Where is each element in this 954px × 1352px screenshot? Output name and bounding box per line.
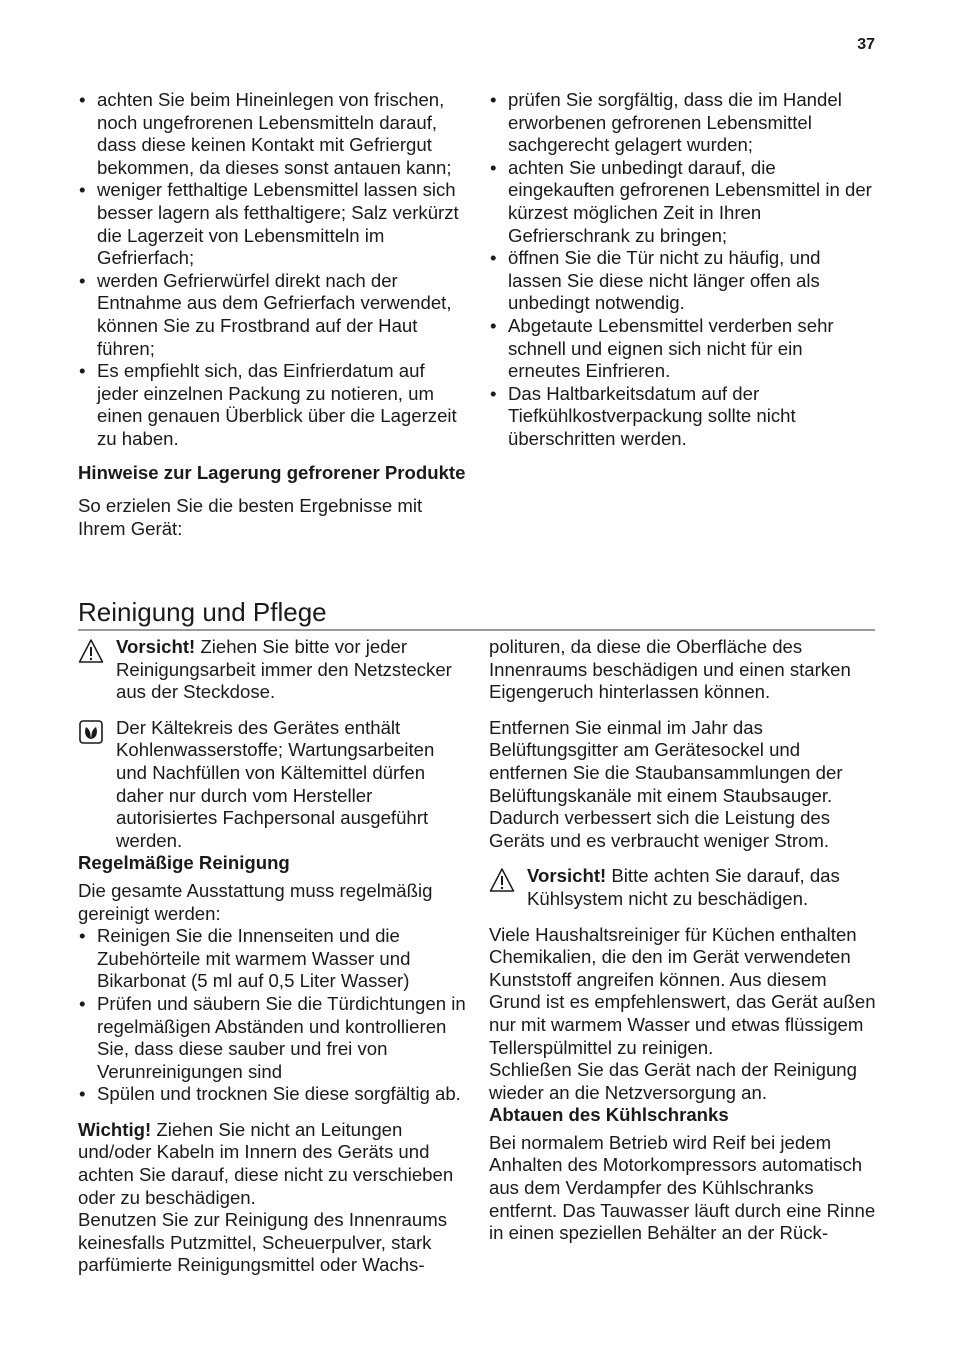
warning-triangle-icon — [78, 638, 104, 664]
section-title: Reinigung und Pflege — [78, 596, 875, 631]
reconnect-paragraph: Schließen Sie das Gerät nach der Reinigung wieder an die Netzversorgung an. — [489, 1059, 857, 1103]
frozen-products-list — [489, 89, 879, 451]
environment-note: Der Kältekreis des Gerätes enthält Kohlenwasserstoffe; Wartungsarbeiten und Nachfüllen von Kältemittel dürfen daher nur durch vom Hersteller autorisiertes Fachpersonal ausgeführt werden. — [116, 716, 435, 851]
environment-leaf-icon — [78, 719, 104, 745]
top-right-column — [489, 89, 879, 451]
cleaning-steps-list — [78, 925, 468, 1106]
caution-text: Ziehen Sie bitte vor jeder Reinigungsarbeit immer den Netzstecker aus der Steckdose. — [116, 636, 452, 703]
important-text: Ziehen Sie nicht an Leitungen und/oder Kabeln im Innern des Geräts und achten Sie darauf, diese nicht zu verschieben oder zu beschädigen. — [78, 1118, 454, 1208]
warning-triangle-icon — [489, 867, 515, 893]
defrost-heading: Abtauen des Kühlschranks — [489, 1104, 729, 1126]
caution-label: Vorsicht! — [527, 865, 607, 887]
bottom-left-column — [78, 636, 468, 1277]
defrost-paragraph: Bei normalem Betrieb wird Reif bei jedem Anhalten des Motorkompressors automatisch aus dem Verdampfer des Kühlschranks entfernt. Das Tauwasser läuft durch eine Rinne in einen speziellen Behälter an der Rück- — [489, 1131, 876, 1244]
caution-notice — [78, 636, 468, 704]
list-item: • Es empfiehlt sich, das Einfrierdatum auf jeder einzelnen Packung zu notieren, um einen genauen Überblick über die Lagerzeit zu haben. — [78, 360, 468, 450]
polish-paragraph: polituren, da diese die Oberfläche des Innenraums beschädigen und einen starken Eigengeruch hinterlassen können. — [489, 636, 851, 703]
list-item: • prüfen Sie sorgfältig, dass die im Handel erworbenen gefrorenen Lebensmittel sachgerecht gelagert wurden; — [489, 89, 879, 157]
top-left-column — [78, 89, 468, 540]
cleaning-agents-paragraph: Benutzen Sie zur Reinigung des Innenraums keinesfalls Putzmittel, Scheuerpulver, stark parfümierte Reinigungsmittel oder Wachs- — [78, 1209, 448, 1276]
list-item: • Abgetaute Lebensmittel verderben sehr schnell und eignen sich nicht für ein erneutes Einfrieren. — [489, 315, 879, 383]
list-item: • öffnen Sie die Tür nicht zu häufig, und lassen Sie diese nicht länger offen als unbedingt notwendig. — [489, 247, 879, 315]
list-item: • achten Sie beim Hineinlegen von frischen, noch ungefrorenen Lebensmitteln darauf, dass diese keinen Kontakt mit Gefriergut bekommen, da dieses sonst antauen kann; — [78, 89, 468, 179]
list-item: • Reinigen Sie die Innenseiten und die Zubehörteile mit warmem Wasser und Bikarbonat (5 ml auf 0,5 Liter Wasser) — [78, 925, 468, 993]
frozen-storage-intro: So erzielen Sie die besten Ergebnisse mit Ihrem Gerät: — [78, 495, 423, 539]
list-item: • Das Haltbarkeitsdatum auf der Tiefkühlkostverpackung sollte nicht überschritten werden. — [489, 383, 879, 451]
caution-text: Bitte achten Sie darauf, das Kühlsystem nicht zu beschädigen. — [527, 865, 840, 909]
bottom-right-column — [489, 636, 879, 1245]
important-label: Wichtig! — [78, 1118, 152, 1140]
list-item: • werden Gefrierwürfel direkt nach der Entnahme aus dem Gefrierfach verwendet, können Sie zu Frostbrand auf der Haut führen; — [78, 270, 468, 360]
regular-cleaning-intro: Die gesamte Ausstattung muss regelmäßig gereinigt werden: — [78, 879, 433, 924]
list-item: • Spülen und trocknen Sie diese sorgfältig ab. — [78, 1083, 468, 1106]
page-number: 37 — [857, 36, 875, 53]
storage-tips-list — [78, 89, 468, 451]
ventilation-paragraph: Entfernen Sie einmal im Jahr das Belüftungsgitter am Gerätesockel und entfernen Sie die Staubansammlungen der Belüftungskanäle mit einem Staubsauger. Dadurch verbessert sich die Leistung des Geräts und es verbraucht weniger Strom. — [489, 716, 843, 851]
frozen-storage-heading: Hinweise zur Lagerung gefrorener Produkte — [78, 461, 466, 483]
regular-cleaning-heading: Regelmäßige Reinigung — [78, 852, 290, 874]
caution-notice — [489, 865, 879, 910]
caution-label: Vorsicht! — [116, 636, 196, 657]
important-note — [78, 1119, 468, 1209]
list-item: • weniger fetthaltige Lebensmittel lassen sich besser lagern als fetthaltigere; Salz verkürzt die Lagerzeit von Lebensmitteln im Gefrierfach; — [78, 179, 468, 269]
household-cleaners-paragraph: Viele Haushaltsreiniger für Küchen enthalten Chemikalien, die den im Gerät verwendeten Kunststoff angreifen können. Aus diesem Grund ist es empfehlenswert, das Gerät außen nur mit warmem Wasser und etwas flüssigem Tellerspülmittel zu reinigen. — [489, 923, 876, 1058]
list-item: • Prüfen und säubern Sie die Türdichtungen in regelmäßigen Abständen und kontrollieren Sie, dass diese sauber und frei von Verunreinigungen sind — [78, 993, 468, 1083]
list-item: • achten Sie unbedingt darauf, die eingekauften gefrorenen Lebensmittel in der kürzest möglichen Zeit in Ihren Gefrierschrank zu bringen; — [489, 157, 879, 247]
environment-notice — [78, 717, 468, 853]
